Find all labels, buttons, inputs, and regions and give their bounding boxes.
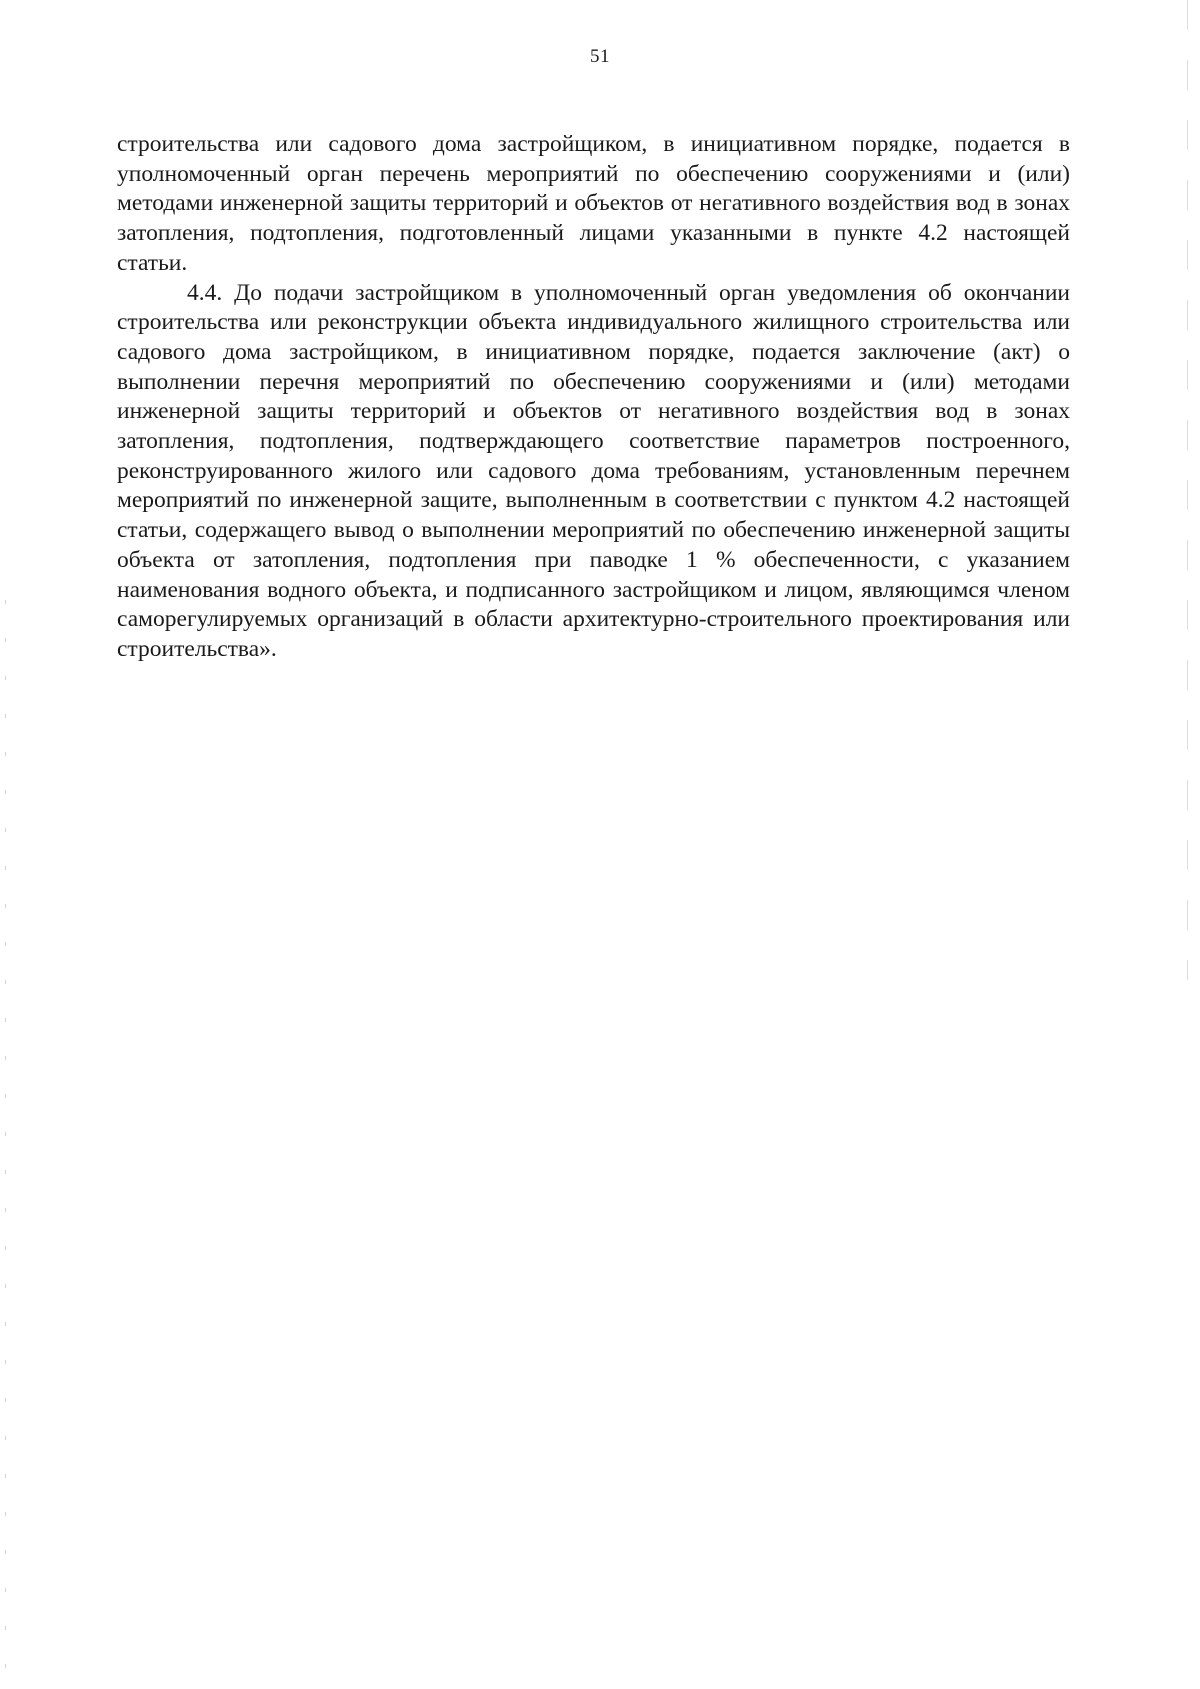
page-number: 51 [590,46,610,67]
scan-edge-right [1187,0,1188,980]
paragraph-clause-4-4: 4.4. До подачи застройщиком в уполномоченный орган уведомления об окончании строительства или реконструкции объекта индивидуального жилищного строительства или садового дома застройщиком, в инициативном порядке, подается заключение (акт) о выполнении перечня мероприятий по обеспечению сооружениями и (или) методами инженерной защиты территорий и объектов от негативного воздействия вод в зонах затопления, подтопления, подтверждающего соответствие параметров построенного, реконструированного жилого или садового дома требованиям, установленным перечнем мероприятий по инженерной защите, выполненным в соответствии с пунктом 4.2 настоящей статьи, содержащего вывод о выполнении мероприятий по обеспечению инженерной защиты объекта от затопления, подтопления при паводке 1 % обеспеченности, с указанием наименования водного объекта, и подписанного застройщиком и лицом, являющимся членом саморегулируемых организаций в области архитектурно-строительного проектирования или строительства». [117,279,1070,662]
document-body [117,130,1070,665]
scan-edge-left [5,600,6,1680]
paragraph-continuation: строительства или садового дома застройщиком, в инициативном порядке, подается в уполномоченный орган перечень мероприятий по обеспечению сооружениями и (или) методами инженерной защиты территорий и объектов от негативного воздействия вод в зонах затопления, подтопления, подготовленный лицами указанными в пункте 4.2 настоящей статьи. [117,131,1070,276]
